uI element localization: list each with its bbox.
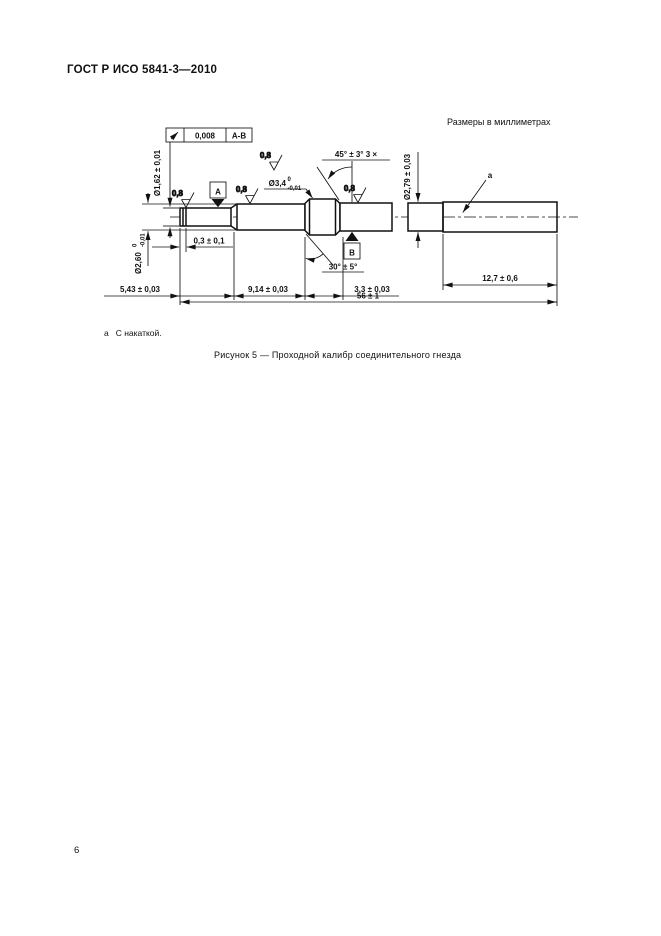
dim-cone-angle: 30° ± 5° — [328, 262, 358, 272]
chamfer-angle-arc — [328, 167, 352, 179]
mid-section — [237, 204, 305, 230]
shaft-section — [340, 203, 392, 231]
dim-block-diameter: Ø3,4 — [268, 179, 286, 188]
shaft-stub — [408, 203, 443, 231]
runout-tolerance-frame — [166, 128, 252, 142]
pin-section — [180, 208, 231, 226]
knurl-leader — [463, 180, 486, 213]
dim-length-mid: 9,14 ± 0,03 — [248, 285, 288, 294]
dim-length-total: 56 ± 1 — [356, 291, 380, 301]
runout-tolerance-value: 0,008 — [194, 131, 216, 141]
footnote-text: С накаткой. — [115, 328, 162, 338]
dim-block-diameter-upper-tol: 0 — [287, 177, 291, 183]
dim-mid-diameter: Ø2,60 — [134, 252, 143, 274]
dim-mid-diameter-lower-tol: -0,01 — [140, 233, 147, 247]
extension-lines — [142, 161, 557, 306]
knurl-reference-label: а — [487, 171, 493, 180]
page-number: 6 — [74, 845, 80, 856]
units-note: Размеры в миллиметрах — [447, 117, 551, 127]
dim-length-knurl: 12,7 ± 0,6 — [482, 274, 518, 283]
roughness-icon — [246, 189, 259, 204]
runout-datum-ref: A-B — [231, 131, 247, 141]
datum-b-label: B — [349, 248, 355, 258]
dim-length-pin: 5,43 ± 0,03 — [120, 285, 160, 294]
datum-a-label: A — [215, 187, 221, 197]
dim-block-diameter-lower-tol: -0,01 — [287, 186, 302, 192]
dim-length-block: 3,3 ± 0,03 — [354, 285, 390, 294]
roughness-value: 0,8 — [343, 184, 355, 193]
roughness-value: 0,8 — [259, 151, 271, 160]
roughness-icon — [182, 193, 195, 208]
cone-angle-arc — [306, 254, 323, 259]
figure-caption: Рисунок 5 — Проходной калибр соединительного гнезда — [214, 350, 462, 360]
standard-reference: ГОСТ Р ИСО 5841-3—2010 — [67, 64, 218, 76]
dim-chamfer-angle: 45° ± 3° 3 × — [334, 150, 378, 159]
step-chamfer-bottom — [231, 226, 237, 230]
footnote-marker: а — [104, 328, 109, 338]
figure-5-drawing — [95, 118, 585, 320]
roughness-value: 0,8 — [171, 189, 183, 198]
datum-b — [344, 232, 360, 259]
footnote — [104, 328, 162, 338]
dim-shaft-diameter: Ø2,79 ± 0,03 — [403, 153, 412, 201]
cone-angle-diagonal — [306, 234, 333, 265]
roughness-icon — [270, 155, 283, 170]
roughness-icon — [354, 188, 367, 203]
datum-a-triangle — [212, 199, 225, 207]
dim-mid-diameter-upper-tol: 0 — [132, 243, 139, 247]
dim-groove-length: 0,3 ± 0,1 — [193, 236, 225, 246]
dim-pin-diameter: Ø1,62 ± 0,01 — [153, 149, 162, 197]
datum-b-triangle — [346, 232, 359, 241]
step-chamfer-top — [231, 204, 237, 208]
datum-a — [210, 182, 226, 207]
roughness-value: 0,8 — [235, 185, 247, 194]
